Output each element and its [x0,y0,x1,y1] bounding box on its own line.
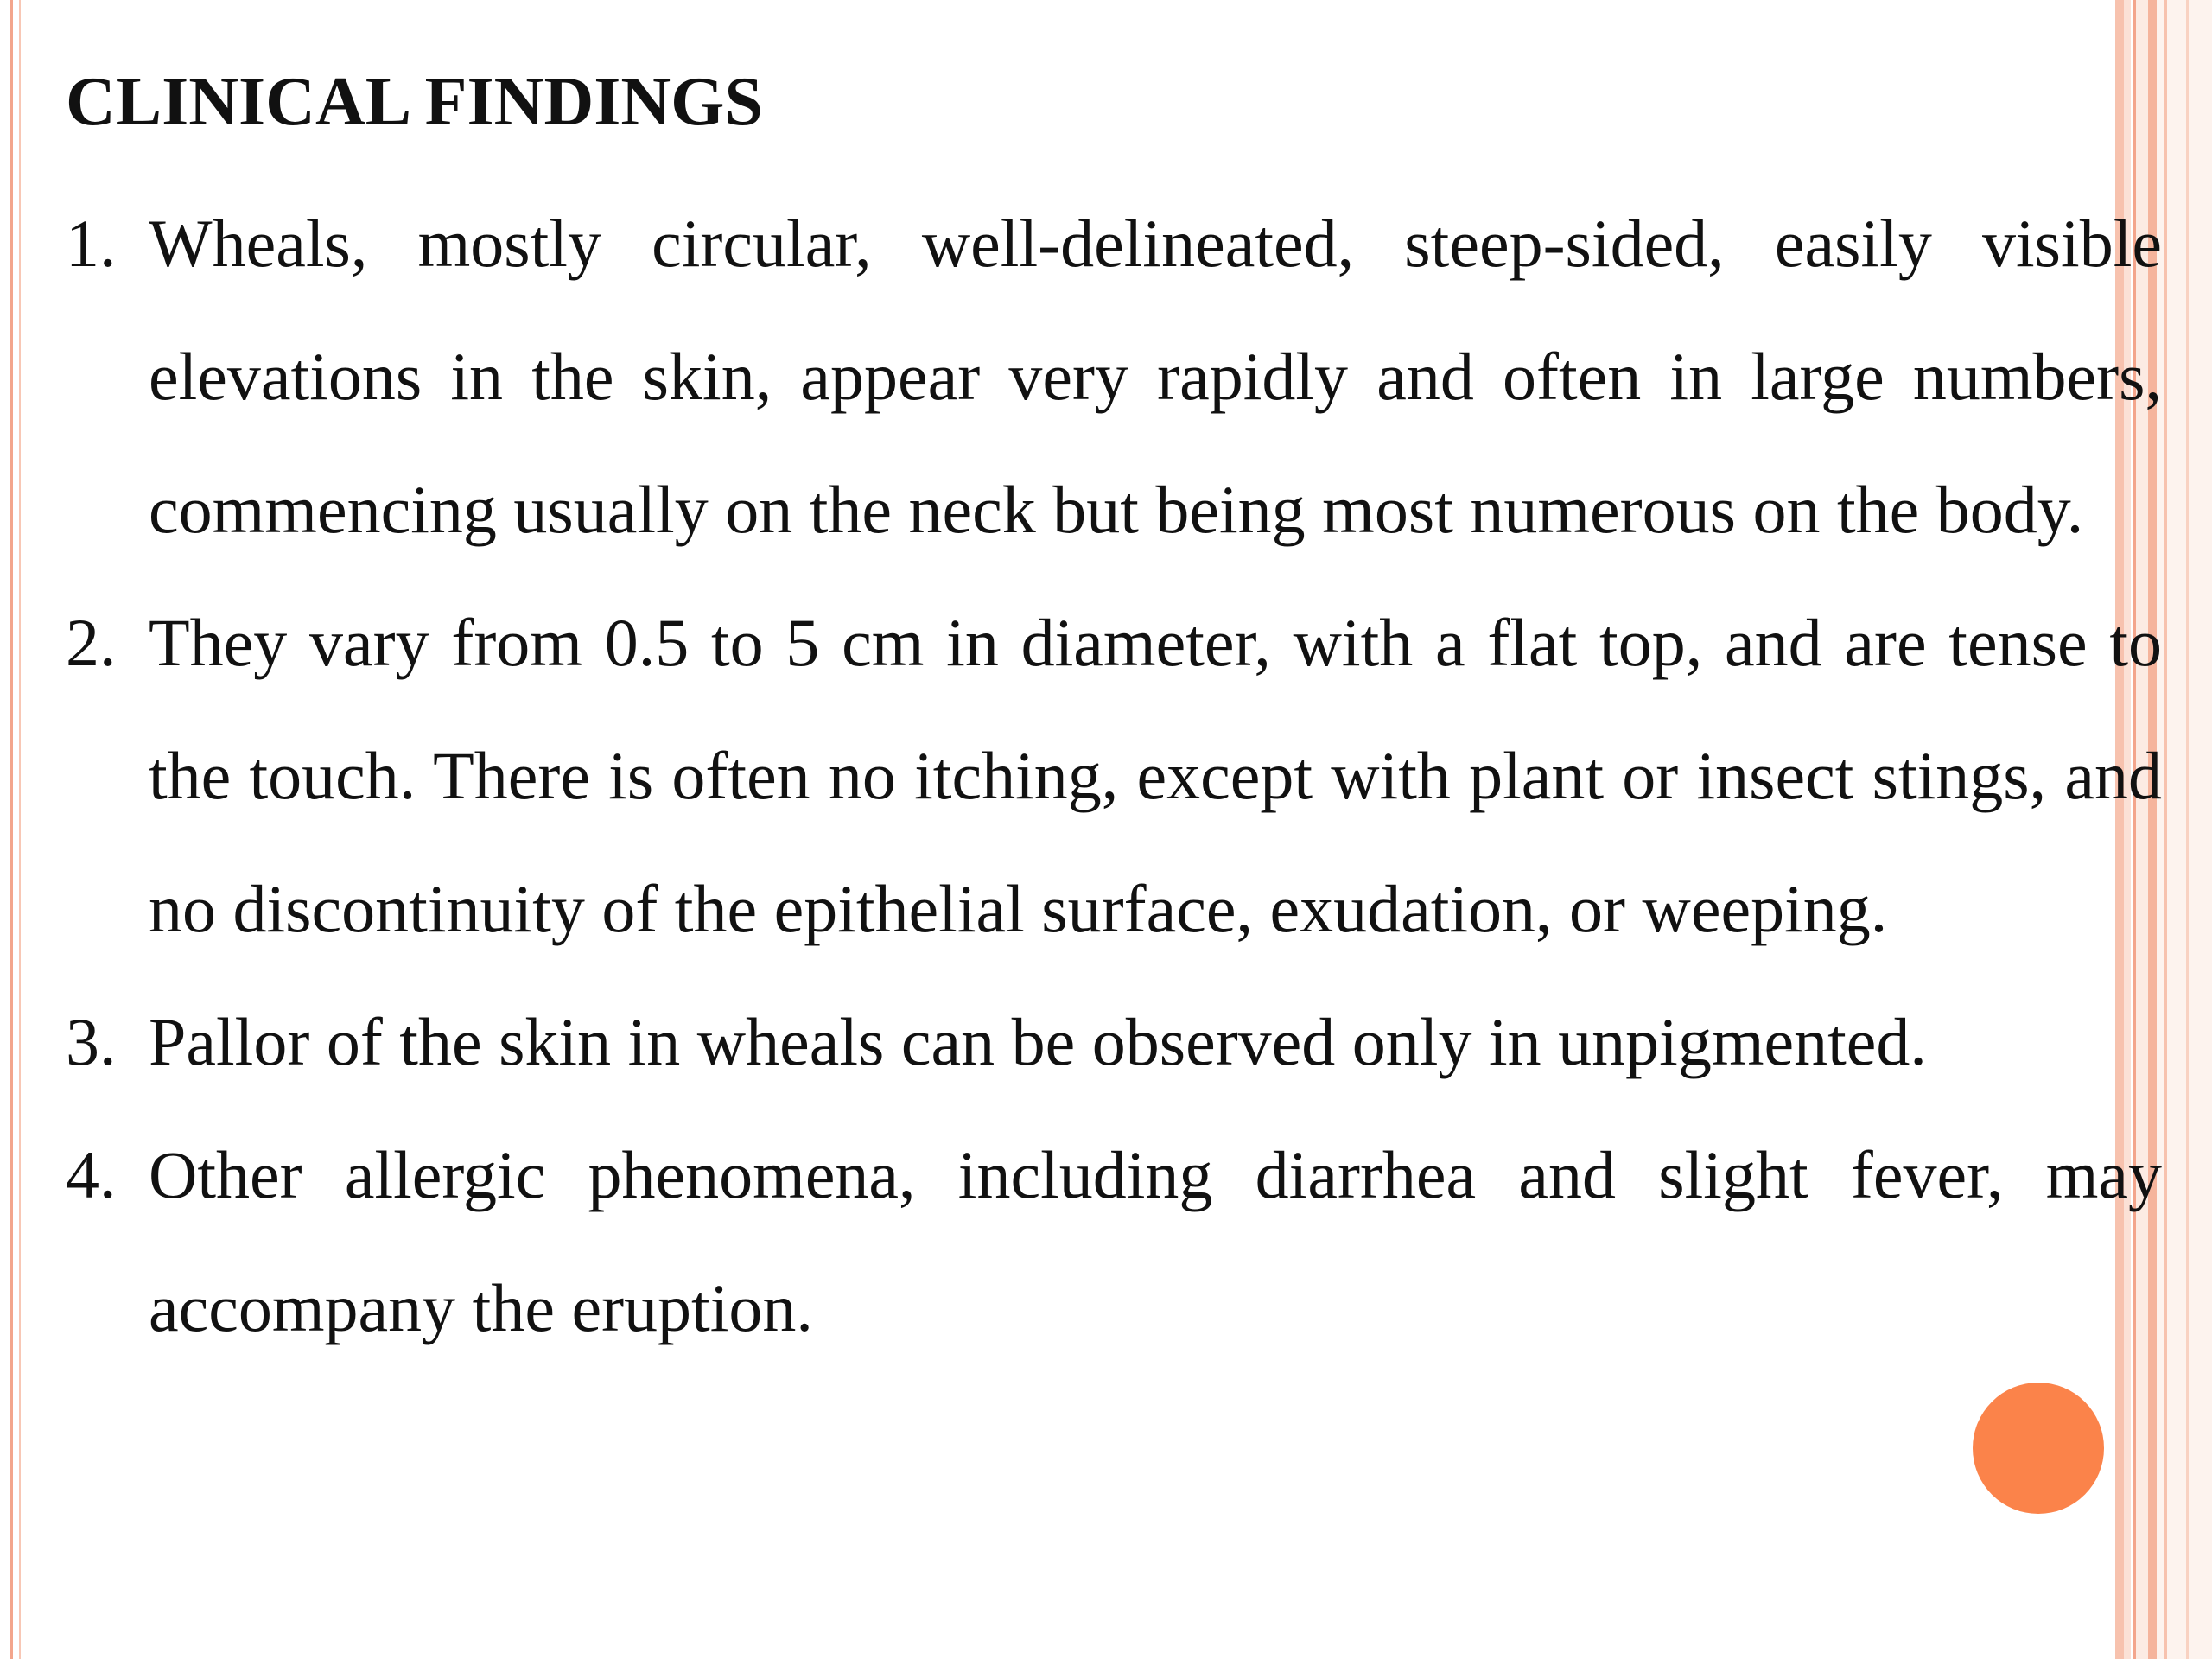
list-item-text: They vary from 0.5 to 5 cm in diameter, with a flat top, and are tense to the touch. There is often no itching, except with plant or insect stings, and no discontinuity of the epithelial surface, exudation, or weeping. [149,605,2162,946]
list-item-number: 1. [66,206,117,281]
left-border-line [10,0,13,1659]
list-item [66,976,2162,1109]
right-border-band [2186,0,2189,1659]
list-item-number: 3. [66,1004,117,1079]
cursor-highlight-icon [1973,1382,2104,1514]
list-item-text: Other allergic phenomena, including diarrhea and slight fever, may accompany the eruption. [149,1137,2162,1345]
list-item-text: Wheals, mostly circular, well-delineated, steep-sided, easily visible elevations in the skin, appear very rapidly and often in large numbers, commencing usually on the neck but being most numerous on the body. [149,206,2162,547]
list-item-number: 2. [66,605,117,680]
list-item [66,576,2162,976]
list-item-text: Pallor of the skin in wheals can be observed only in unpigmented. [149,1004,1927,1079]
slide-title: CLINICAL FINDINGS [66,64,763,140]
list-item [66,1109,2162,1375]
right-border-band [2164,0,2167,1659]
list-item [66,177,2162,576]
left-border-line-inner [19,0,21,1659]
list-item-number: 4. [66,1137,117,1212]
findings-list [66,177,2162,1375]
